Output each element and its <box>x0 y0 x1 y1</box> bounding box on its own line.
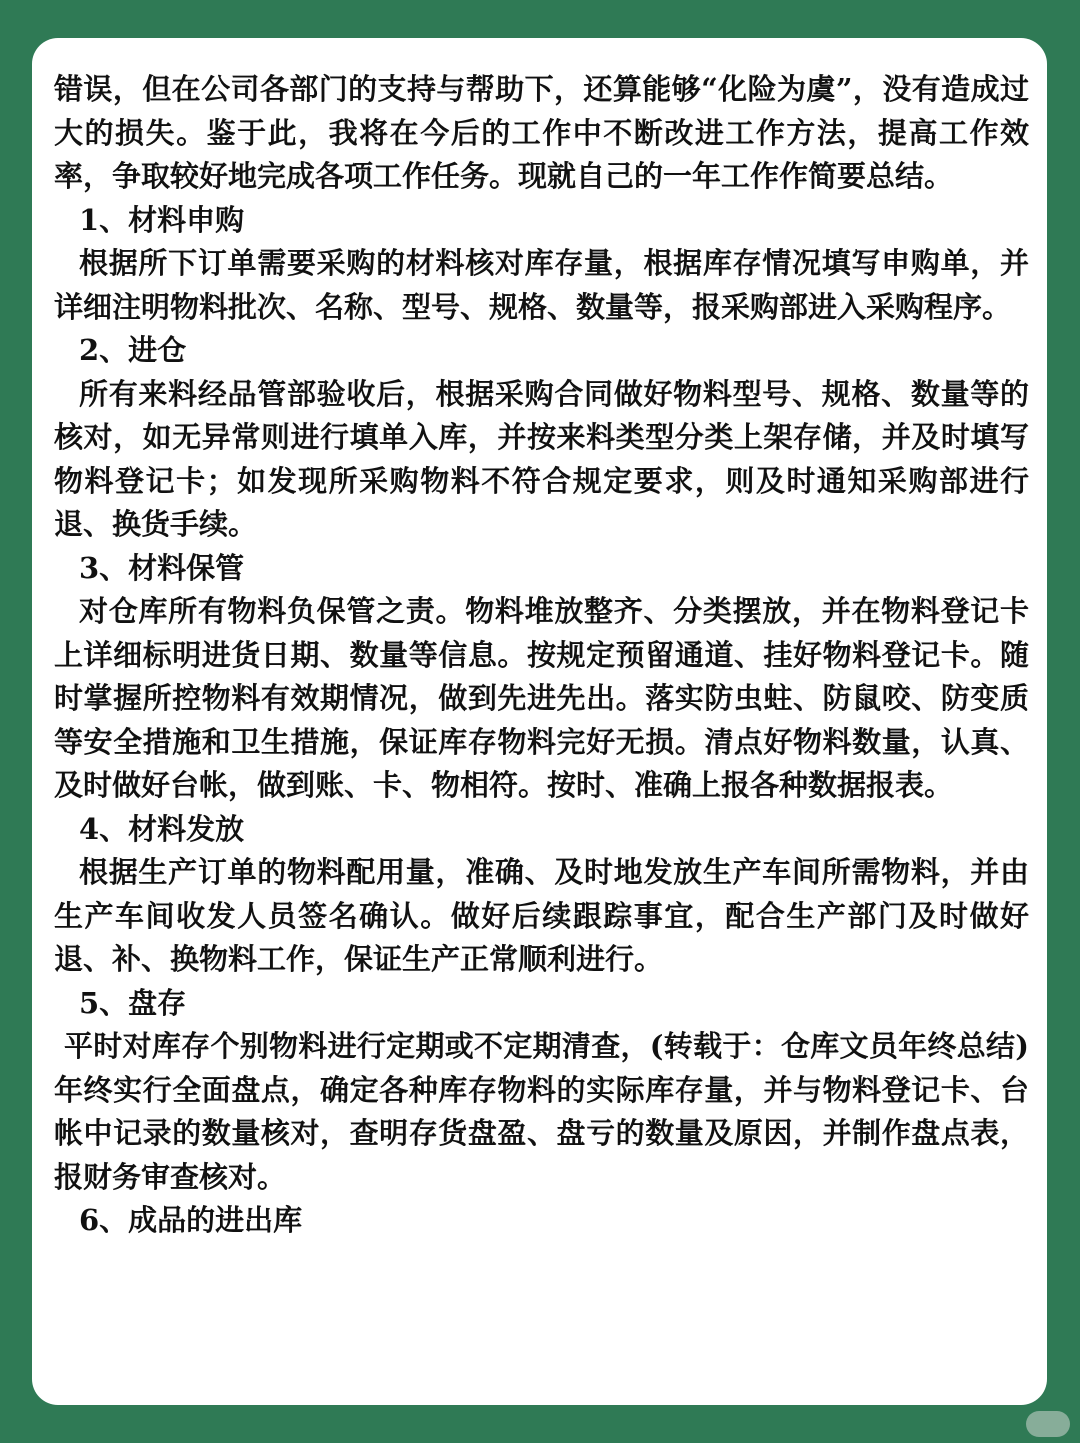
document-body <box>54 68 1029 1243</box>
watermark-logo <box>1026 1411 1070 1437</box>
section-4-title: 4、材料发放 <box>79 811 245 846</box>
section-6-title: 6、成品的进出库 <box>79 1203 303 1237</box>
intro-paragraph: 错误，但在公司各部门的支持与帮助下，还算能够“化险为虞”，没有造成过大的损失。鉴于此，我将在今后的工作中不断改进工作方法，提高工作效率，争取较好地完成各项工作任务。现就自己的一年工作作简要总结。 <box>54 72 1029 193</box>
section-4-body: 根据生产订单的物料配用量，准确、及时地发放生产车间所需物料，并由生产车间收发人员签名确认。做好后续跟踪事宜，配合生产部门及时做好退、补、换物料工作，保证生产正常顺利进行。 <box>54 855 1029 976</box>
section-1-title: 1、材料申购 <box>79 202 245 237</box>
section-5-title: 5、盘存 <box>79 985 187 1020</box>
section-2-title: 2、进仓 <box>79 333 187 367</box>
section-3-body: 对仓库所有物料负保管之责。物料堆放整齐、分类摆放，并在物料登记卡上详细标明进货日期、数量等信息。按规定预留通道、挂好物料登记卡。随时掌握所控物料有效期情况，做到先进先出。落实防虫蛀、防鼠咬、防变质等安全措施和卫生措施，保证库存物料完好无损。清点好物料数量，认真、及时做好台帐，做到账、卡、物相符。按时、准确上报各种数据报表。 <box>54 594 1029 802</box>
section-2-body: 所有来料经品管部验收后，根据采购合同做好物料型号、规格、数量等的核对，如无异常则进行填单入库，并按来料类型分类上架存储，并及时填写物料登记卡；如发现所采购物料不符合规定要求，则及时通知采购部进行退、换货手续。 <box>54 376 1029 541</box>
section-1-body: 根据所下订单需要采购的材料核对库存量，根据库存情况填写申购单，并详细注明物料批次、名称、型号、规格、数量等，报采购部进入采购程序。 <box>54 246 1029 324</box>
section-5-body: 平时对库存个别物料进行定期或不定期清查，(转载于：仓库文员年终总结)年终实行全面盘点，确定各种库存物料的实际库存量，并与物料登记卡、台帐中记录的数量核对，查明存货盘盈、盘亏的数量及原因，并制作盘点表，报财务审查核对。 <box>54 1029 1029 1194</box>
document-card <box>32 38 1047 1405</box>
section-3-title: 3、材料保管 <box>79 550 245 585</box>
